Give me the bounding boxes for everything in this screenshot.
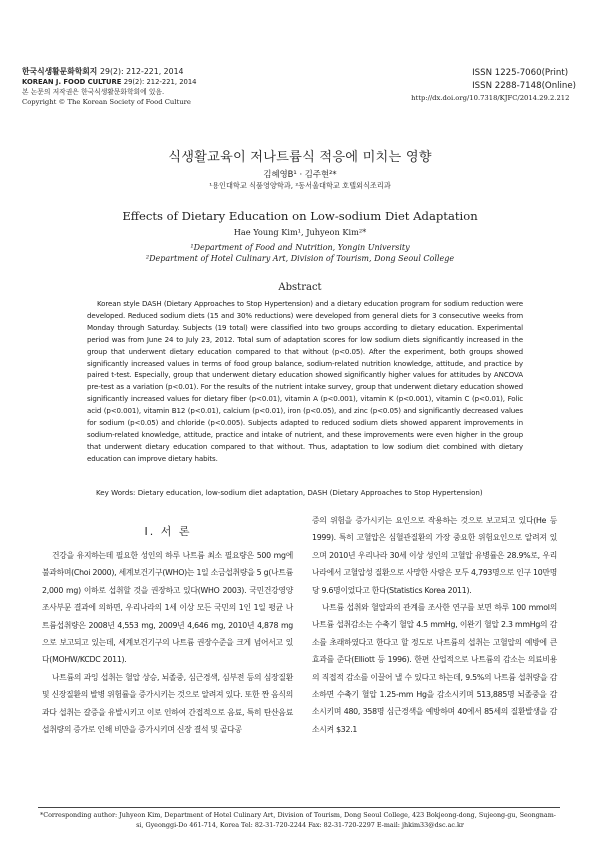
- journal-volume-en: 29(2): 212-221, 2014: [123, 78, 197, 86]
- footnote-line: si, Gyeonggi-Do 461-714, Korea Tel: 82-31-720-2244 Fax: 82-31-720-2297 E-mail: jhkim33@dsc.ac.kr: [136, 821, 464, 829]
- copyright-note: 본 논문의 저작권은 한국식생활문화학회에 있음.: [22, 88, 165, 96]
- abstract-text: Korean style DASH (Dietary Approaches to Stop Hypertension) and a dietary education program for sodium reduction were developed. Reduced sodium diets (15 and 30% reductions) were developed from general diets for 3 consecutive weeks from Monday through Saturday. Subjects (19 total) were classified into two groups according to dietary education. Experimental period was from June 24 to July 23, 2012. Total sum of adaptation scores for low sodium diets significantly increased in the group that underwent dietary education compared to that without (p<0.05). After the experiment, both groups showed significantly increased values in terms of food group balance, sodium-related nutrition knowledge, attitude, and practice by paired t-test. Especially, group that underwent dietary education showed significantly higher values for attitudes by ANCOVA pre-test as a variation (p<0.01). For the results of the nutrient intake survey, group that underwent dietary education showed significantly increased values for dietary fiber (p<0.01), vitamin A (p<0.001), vitamin K (p<0.001), vitamin C (p<0.01), Folic acid (p<0.001), vitamin B12 (p<0.01), calcium (p<0.01), iron (p<0.05), and zinc (p<0.05) and significantly decreased values for sodium (p<0.05) and chloride (p<0.005). Subjects adapted to reduced sodium diets showed apparent improvements in sodium-related knowledge, attitude, practice and intake of nutrient, and these improvements were even higher in the group that underwent dietary education compared to that without. Thus, adaptation to low sodium diet combined with dietary education can improve dietary habits.: [87, 299, 523, 463]
- paper-title-ko: 식생활교육이 저나트륨식 적응에 미치는 영향: [168, 150, 432, 165]
- abstract-heading: Abstract: [278, 282, 322, 293]
- body-paragraph: 건강을 유지하는데 필요한 성인의 하루 나트륨 최소 필요량은 500 mg에 불과하며(Choi 2000), 세계보건기구(WHO)는 1일 소금섭취량을 5 g(나트륨 2,000 mg) 이하로 섭취할 것을 권장하고 있다(WHO 2003). 국민건강영양조사부문 결과에 의하면, 우리나라의 1세 이상 모든 국민의 1인 1일 평균 나트륨섭취량은 2008년 4,553 mg, 2009년 4,646 mg, 2010년 4,878 mg으로 보고되고 있는데, 세계보건기구의 나트륨 권장수준을 크게 넘어서고 있다(MOHW/KCDC 2011).: [42, 551, 293, 665]
- body-column-left: [42, 547, 293, 738]
- copyright-line: Copyright © The Korean Society of Food Culture: [22, 98, 191, 106]
- footnote-line: *Corresponding author: Juhyeon Kim, Department of Hotel Culinary Art, Division of Tourism, Dong Seoul College, 423 Bokjeong-dong, Sujeong-gu, Seongnam-: [40, 811, 556, 819]
- journal-title-en: [22, 77, 322, 87]
- affiliation-en-2: ²Department of Hotel Culinary Art, Division of Tourism, Dong Seoul College: [145, 254, 455, 263]
- footnote-divider: [38, 807, 560, 808]
- journal-title-ko: [22, 66, 322, 77]
- journal-header: [22, 66, 322, 107]
- issn-print: ISSN 1225-7060(Print): [472, 68, 569, 78]
- journal-volume-ko: 29(2): 212-221, 2014: [100, 67, 184, 76]
- issn-block: [411, 67, 576, 104]
- keywords: Key Words: Dietary education, low-sodium diet adaptation, DASH (Dietary Approaches to Stop Hypertension): [96, 488, 483, 497]
- body-paragraph: 나트륨 섭취와 혈압과의 관계를 조사한 연구를 보면 하루 100 mmol의 나트륨 섭취감소는 수축기 혈압 4.5 mmHg, 이완기 혈압 2.3 mmHg의 감소를 초래하였다고 한다고 할 정도로 나트륨의 섭취는 고혈압의 예방에 큰 효과를 준다(Elliott 등 1996). 한편 산업적으로 나트륨의 감소는 의료비용의 직접적 감소를 이끌어 낼 수 있다고 하는데, 9.5%의 나트륨 섭취량을 감소하면 수축기 혈압 1.25-mm Hg을 감소시키며 513,885명 뇌졸중을 감소시키며 480, 358명 심근경색을 예방하며 40에서 85세의 질환발생을 감소시켜 $32.1: [312, 603, 557, 734]
- issn-online: ISSN 2288-7148(Online): [472, 81, 576, 91]
- body-paragraph: 나트륨의 과잉 섭취는 혈압 상승, 뇌졸중, 심근경색, 심부전 등의 심장질환 및 신장질환의 발병 위험률을 증가시키는 것으로 알려져 있다. 또한 짠 음식의 과다 섭취는 갈증을 유발시키고 이로 인하여 간접적으로 음료, 특히 탄산음료 섭취량의 증가로 인해 비만을 증가시키며 신장 결석 및 골다공: [42, 672, 293, 735]
- affiliation-ko: ¹용인대학교 식품영양학과, ²동서울대학교 호텔외식조리과: [209, 181, 391, 190]
- journal-name-en: KOREAN J. FOOD CULTURE: [22, 78, 122, 86]
- affiliation-en-1: ¹Department of Food and Nutrition, Yongin University: [190, 243, 410, 252]
- authors-ko: 김혜영B¹ · 김주현²*: [263, 169, 337, 179]
- body-column-right: [312, 512, 557, 738]
- authors-en: Hae Young Kim¹, Juhyeon Kim²*: [233, 227, 367, 237]
- corresponding-author-footnote: [40, 810, 560, 830]
- journal-name-ko: 한국식생활문화학회지: [22, 67, 98, 76]
- body-paragraph: 증의 위험을 증가시키는 요인으로 작용하는 것으로 보고되고 있다(He 등 1999). 특히 고혈압은 심혈관질환의 가장 중요한 위험요인으로 알려져 있으며 2010년 우리나라 30세 이상 성인의 고혈압 유병률은 28.9%로, 우리나라에서 고혈압성 질환으로 사망한 사람은 모두 4,793명으로 인구 10만명당 9.6명이었다고 한다(Statistics Korea 2011).: [312, 516, 557, 595]
- paper-title-en: Effects of Dietary Education on Low-sodium Diet Adaptation: [122, 209, 478, 223]
- section-heading-intro: I. 서 론: [144, 525, 192, 538]
- doi-link[interactable]: http://dx.doi.org/10.7318/KJFC/2014.29.2.212: [411, 94, 570, 102]
